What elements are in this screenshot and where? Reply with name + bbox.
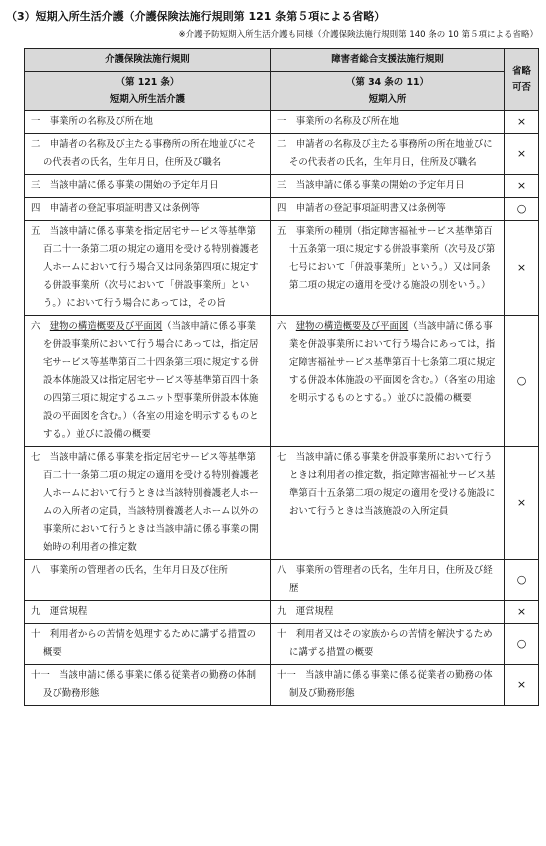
row-right-cell (271, 624, 505, 665)
row-left-cell (25, 134, 271, 175)
row-right-cell (271, 134, 505, 175)
subheader-left-title: 短期入所生活介護 (109, 94, 185, 105)
row-right-cell (271, 601, 505, 624)
omission-mark: ○ (505, 198, 539, 221)
header-status-line1: 省略 (512, 65, 531, 77)
left-text-pre: 八 事業所の管理者の氏名，生年月日及び住所 (31, 565, 228, 576)
omission-mark: × (505, 134, 539, 175)
omission-mark: × (505, 601, 539, 624)
row-left-cell (25, 601, 271, 624)
right-text-pre: 七 当該申請に係る事業を併設事業所において行うときは利用者の推定数，指定障害福祉サービス基準第百十五条第二項の規定の適用を受ける施設において行うときは当該施設の入所定員 (277, 452, 496, 517)
row-left-cell (25, 198, 271, 221)
section-note: ※介護予防短期入所生活介護も同様（介護保険法施行規則第 140 条の 10 第５項による省略） (178, 30, 538, 40)
table-row (25, 198, 539, 221)
left-text-pre: 十一 当該申請に係る事業に係る従業者の勤務の体制及び勤務形態 (31, 670, 257, 699)
row-left-cell (25, 221, 271, 316)
row-right-cell (271, 665, 505, 706)
row-left-cell (25, 447, 271, 560)
table-row (25, 560, 539, 601)
row-left-cell (25, 624, 271, 665)
left-text-pre: 九 運営規程 (31, 606, 88, 617)
row-left-cell (25, 111, 271, 134)
left-text-pre: 五 当該申請に係る事業を指定居宅サービス等基準第百二十一条第二項の規定の適用を受ける特別養護老人ホームにおいて行う場合又は同条第四項に規定する併設事業所（次号において「併設事業所」という。）において行う場合にあっては，その旨 (31, 226, 259, 309)
comparison-table (24, 48, 539, 706)
right-text-pre: 六 (277, 321, 296, 332)
omission-mark: × (505, 111, 539, 134)
right-text-pre: 五 事業所の種別（指定障害福祉サービス基準第百十五条第一項に規定する併設事業所（次号及び第七号において「併設事業所」という。）又は同条第二項の規定の適用を受ける施設の別をいう。） (277, 226, 496, 291)
omission-mark: ○ (505, 316, 539, 447)
header-status-line2: 可否 (512, 81, 531, 93)
left-text-pre: 三 当該申請に係る事業の開始の予定年月日 (31, 180, 219, 191)
right-text-pre: 十一 当該申請に係る事業に係る従業者の勤務の体制及び勤務形態 (277, 670, 493, 699)
header-right: 障害者総合支援法施行規則 (271, 49, 505, 72)
header-left: 介護保険法施行規則 (25, 49, 271, 72)
table-row (25, 221, 539, 316)
table-row (25, 134, 539, 175)
omission-mark: ○ (505, 560, 539, 601)
omission-mark: ○ (505, 624, 539, 665)
row-right-cell (271, 198, 505, 221)
right-text-pre: 四 申請者の登記事項証明書又は条例等 (277, 203, 446, 214)
table-body (25, 111, 539, 706)
table-row (25, 447, 539, 560)
right-text-pre: 十 利用者又はその家族からの苦情を解決するために講ずる措置の概要 (277, 629, 493, 658)
right-text-pre: 三 当該申請に係る事業の開始の予定年月日 (277, 180, 465, 191)
row-right-cell (271, 316, 505, 447)
left-text-pre: 六 (31, 321, 50, 332)
row-right-cell (271, 447, 505, 560)
row-right-cell (271, 560, 505, 601)
subheader-row (25, 72, 539, 111)
left-text-pre: 七 当該申請に係る事業を指定居宅サービス等基準第百二十一条第二項の規定の適用を受ける特別養護老人ホームにおいて行うときは当該特別養護老人ホームの入所者の定員，当該特別養護老人ホーム以外の事業所において行うときは当該申請に係る事業の開始時の利用者の推定数 (31, 452, 259, 553)
omission-mark: × (505, 175, 539, 198)
row-left-cell (25, 560, 271, 601)
subheader-right (271, 72, 505, 111)
right-text-post: （当該申請に係る事業を併設事業所において行う場合にあっては，指定障害福祉サービス基準第百十七条第二項に規定する併設本体施設の平面図を含む。）（各室の用途を明示するものとする。）並びに設備の概要 (289, 321, 496, 404)
table-row (25, 175, 539, 198)
left-text-post: （当該申請に係る事業を併設事業所において行う場合にあっては，指定居宅サービス等基準第百二十四条第三項に規定する併設本体施設又は指定居宅サービス等基準第百四十条の四第三項に規定するユニット型事業所併設本体施設の平面図を含む。）（各室の用途を明示するものとする。）並びに設備の概要 (43, 321, 259, 440)
section-heading: （3）短期入所生活介護（介護保険法施行規則第 121 条第５項による省略） (6, 10, 386, 23)
header-row (25, 49, 539, 72)
table-row (25, 316, 539, 447)
table-row (25, 601, 539, 624)
left-text-pre: 十 利用者からの苦情を処理するために講ずる措置の概要 (31, 629, 257, 658)
row-left-cell (25, 316, 271, 447)
left-text-pre: 一 事業所の名称及び所在地 (31, 116, 153, 127)
right-text-pre: 八 事業所の管理者の氏名，生年月日，住所及び経歴 (277, 565, 493, 594)
subheader-right-article: （第 34 条の 11） (346, 77, 429, 88)
subheader-left (25, 72, 271, 111)
header-status (505, 49, 539, 111)
table-row (25, 111, 539, 134)
omission-mark: × (505, 221, 539, 316)
row-right-cell (271, 221, 505, 316)
subheader-right-title: 短期入所 (368, 94, 407, 105)
table-row (25, 665, 539, 706)
row-right-cell (271, 175, 505, 198)
omission-mark: × (505, 447, 539, 560)
omission-mark: × (505, 665, 539, 706)
row-left-cell (25, 665, 271, 706)
row-left-cell (25, 175, 271, 198)
right-text-ul: 建物の構造概要及び平面図 (295, 321, 409, 332)
right-text-pre: 一 事業所の名称及び所在地 (277, 116, 399, 127)
row-right-cell (271, 111, 505, 134)
right-text-pre: 二 申請者の名称及び主たる事務所の所在地並びにその代表者の氏名，生年月日，住所及び職名 (277, 139, 493, 168)
right-text-pre: 九 運営規程 (277, 606, 334, 617)
left-text-ul: 建物の構造概要及び平面図 (49, 321, 163, 332)
subheader-left-article: （第 121 条） (115, 77, 180, 88)
left-text-pre: 四 申請者の登記事項証明書又は条例等 (31, 203, 200, 214)
left-text-pre: 二 申請者の名称及び主たる事務所の所在地並びにその代表者の氏名，生年月日，住所及び職名 (31, 139, 257, 168)
table-row (25, 624, 539, 665)
